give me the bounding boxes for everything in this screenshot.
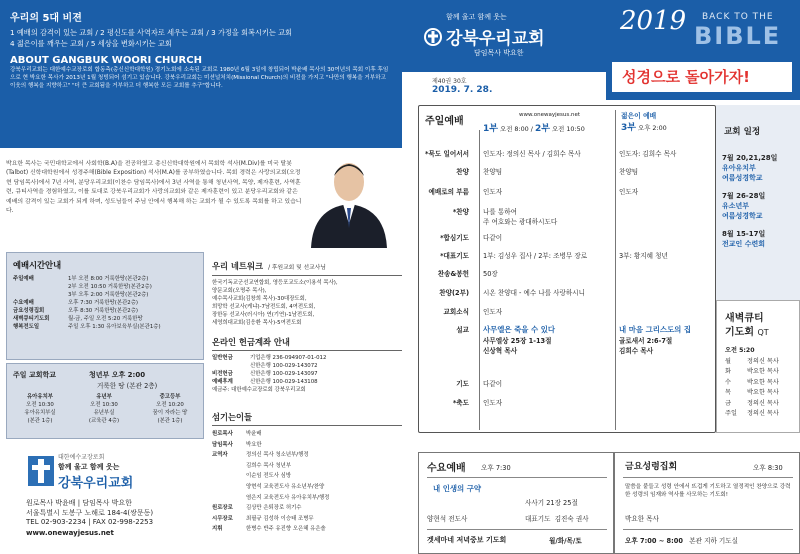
offering-account: 신한은행 100-029-143097 bbox=[250, 371, 318, 377]
vision-panel bbox=[0, 0, 402, 148]
dawn-qt-prayer bbox=[716, 300, 800, 433]
servants-title: 섬기는이들 bbox=[212, 412, 253, 422]
offering-account: 신한은행 100-029-143108 bbox=[250, 379, 318, 385]
dawn-leader: 정의신 목사 bbox=[747, 358, 779, 365]
order-label: *묵도 일어서서 bbox=[425, 150, 469, 158]
school-title: 주일 교회학교 bbox=[13, 371, 57, 379]
servant-role: 지휘 bbox=[212, 526, 223, 533]
servant-role: 시무장로 bbox=[212, 515, 233, 522]
dawn-leader: 박요한 목사 bbox=[747, 378, 779, 386]
offering-label: 일반헌금 bbox=[212, 355, 233, 361]
issue-number: 제40권 30호 bbox=[432, 78, 467, 85]
part1-label: 1부 bbox=[483, 124, 498, 134]
fri-title: 금요성령집회 bbox=[625, 462, 678, 472]
dawn-day: 주일 bbox=[725, 410, 737, 418]
dept-place: 꿈이 자라는 땅 bbox=[152, 410, 188, 416]
pastor-bio bbox=[0, 150, 402, 250]
network-box bbox=[212, 254, 402, 328]
header-pastor: 담임목사 박요한 bbox=[474, 49, 524, 57]
order-label: *축도 bbox=[452, 399, 469, 407]
header-bible: BIBLE bbox=[694, 22, 782, 50]
youth-sermon-title: 내 마음 그리스도의 집 bbox=[619, 325, 691, 334]
church-slogan: 함께 울고 함께 웃는 bbox=[58, 463, 120, 471]
wed-preacher: 양현석 전도사 bbox=[427, 515, 468, 523]
dept-name: 중고등부 bbox=[159, 394, 181, 400]
bulletin-header bbox=[402, 0, 800, 100]
servants-box bbox=[212, 411, 402, 551]
school-youth-place: 거룩한 땅 (본관 2층) bbox=[97, 382, 158, 390]
dept-place: 유년부실 bbox=[93, 410, 115, 416]
order-website[interactable]: www.onewayjesus.net bbox=[519, 112, 580, 118]
wt-value: 오후 8:30 거룩한땅(본관2층) bbox=[68, 308, 139, 314]
fri-desc: 말씀을 붙들고 성령 안에서 뜨겁게 기도하고 열정적인 찬양으로 강력한 성령의 임재와 역사를 사모하는 기도회! bbox=[625, 484, 791, 499]
order-label: *합심기도 bbox=[440, 234, 469, 242]
offering-label bbox=[212, 362, 250, 370]
servant-role: 원로장로 bbox=[212, 505, 233, 512]
wed-sermon-title: 내 인생의 구약 bbox=[433, 484, 481, 493]
cross-logo-icon bbox=[28, 456, 54, 486]
order-label: 기도 bbox=[456, 380, 469, 388]
dept-item bbox=[139, 393, 201, 425]
school-youth: 청년부 오후 2:00 bbox=[89, 371, 146, 379]
sermon-preacher: 신상혁 목사 bbox=[483, 347, 518, 355]
dept-item bbox=[11, 393, 69, 425]
header-church-name: 강북우리교회 bbox=[446, 29, 545, 49]
youth-sermon-preacher: 김희수 목사 bbox=[619, 347, 654, 355]
order-col1: 인도자 bbox=[483, 399, 503, 407]
network-row: 희망학 선교사(케냐)-7남전도회, 4여전도회, bbox=[212, 304, 316, 310]
vision-line-2: 4 젊은이를 깨우는 교회 / 5 세상을 변화시키는 교회 bbox=[10, 39, 172, 48]
dawn-day: 화 bbox=[725, 368, 731, 376]
dawn-qt: QT bbox=[757, 328, 769, 337]
dept-time: 오전 10:30 bbox=[26, 402, 54, 408]
wt-label: 주일예배 bbox=[13, 276, 34, 282]
dept-item bbox=[75, 393, 133, 425]
order-label: 설교 bbox=[456, 326, 469, 334]
part3-label: 3부 bbox=[621, 123, 636, 133]
dept-place: 유아유치부실 bbox=[24, 410, 56, 416]
order-col2: 찬양팀 bbox=[619, 168, 639, 176]
wed-prayer: 김진숙 권사 bbox=[554, 515, 589, 523]
offering-label: 예배후계 bbox=[212, 379, 233, 385]
header-slogan: 함께 울고 함께 웃는 bbox=[446, 13, 507, 21]
order-label: *찬양 bbox=[452, 208, 469, 216]
church-schedule bbox=[716, 105, 800, 325]
church-info bbox=[6, 442, 204, 552]
order-col1: 시온 찬양대 - 예수 나를 사랑하시니 bbox=[483, 289, 586, 297]
denomination: 대한예수교장로회 bbox=[58, 454, 105, 461]
sermon-title: 사무엘은 죽을 수 있다 bbox=[483, 325, 555, 334]
order-col1: 다같이 bbox=[483, 234, 503, 242]
school-box bbox=[6, 363, 204, 439]
church-line1: 원로목사 박윤배 | 담임목사 박요한 bbox=[26, 499, 132, 507]
wed-time: 오후 7:30 bbox=[481, 464, 511, 472]
network-row: 양문교회(오명주 목사), bbox=[212, 288, 267, 294]
dept-floor: (본관 1층) bbox=[27, 418, 53, 424]
order-col1: 50장 bbox=[483, 270, 498, 278]
wt-value: 3부 오후 2:00 거룩한땅(본관2층) bbox=[68, 292, 149, 298]
servant-names: 박요한 bbox=[246, 441, 262, 448]
wt-label: 새벽큐티기도회 bbox=[13, 316, 50, 322]
evening-prayer-days: 월/화/목/토 bbox=[549, 537, 582, 545]
servant-role bbox=[212, 461, 246, 472]
order-col1: 인도자: 정의신 목사 / 김희수 목사 bbox=[483, 150, 581, 158]
dept-floor: (본관 1층) bbox=[157, 418, 183, 424]
order-col1: 인도자 bbox=[483, 188, 503, 196]
servant-role bbox=[212, 482, 246, 493]
part1-time: 오전 8:00 bbox=[500, 125, 529, 133]
dawn-title1: 새벽큐티 bbox=[725, 313, 764, 324]
wt-value: 주일 오후 1:30 유아보육부실(본관1층) bbox=[68, 324, 161, 330]
schedule-desc: 유아유치부 bbox=[722, 164, 756, 172]
order-label: 찬송&봉헌 bbox=[437, 270, 469, 278]
part2-time: 오전 10:50 bbox=[551, 125, 585, 133]
servant-role bbox=[212, 493, 246, 504]
dept-name: 유년부 bbox=[96, 394, 112, 400]
servant-role: 교역자 bbox=[212, 452, 228, 459]
network-title: 우리 네트워크 bbox=[212, 261, 263, 271]
dawn-leader: 정의신 목사 bbox=[747, 410, 779, 418]
bulletin-date: 2019. 7. 28. bbox=[432, 85, 493, 95]
servant-role: 원로목사 bbox=[212, 431, 233, 437]
dawn-day: 목 bbox=[725, 389, 731, 397]
network-row: 장한동 선교사(러시아) 연(기연)-1남전도회, bbox=[212, 312, 315, 318]
wt-value: 2부 오전 10:50 거룩한땅(본관2층) bbox=[68, 284, 152, 290]
church-address: 서울특별시 도봉구 노해로 184-4(쌍문동) bbox=[26, 509, 154, 517]
offering-title: 온라인 헌금계좌 안내 bbox=[212, 337, 290, 347]
schedule-desc: 여름성경학교 bbox=[722, 212, 763, 220]
network-sub: / 후원교회 및 선교사님 bbox=[268, 265, 326, 271]
servant-names: 염은지 교육전도사 유아유치부/행정 bbox=[246, 494, 330, 501]
dept-time: 오전 10:20 bbox=[156, 402, 184, 408]
fri-leader: 박요한 목사 bbox=[625, 515, 659, 523]
schedule-date: 8월 15-17일 bbox=[722, 230, 766, 238]
dawn-leader: 박요한 목사 bbox=[747, 389, 779, 397]
evening-prayer-place: 본관 지하 기도실 bbox=[689, 537, 739, 545]
order-label: 교회소식 bbox=[443, 308, 469, 316]
wed-title: 수요예배 bbox=[427, 463, 466, 474]
order-label: 찬양(2부) bbox=[439, 289, 469, 297]
servant-role: 담임목사 bbox=[212, 441, 233, 448]
wt-value: 월-금, 주일 오전 5:20 거룩한땅 bbox=[68, 316, 143, 322]
youth-worship-label: 젊은이 예배 bbox=[621, 112, 657, 120]
fri-time: 오후 8:30 bbox=[753, 464, 783, 472]
wt-label: 금요성령집회 bbox=[13, 308, 45, 314]
worship-times-box bbox=[6, 252, 204, 360]
servant-names: 정의신 목사 청소년부/행정 bbox=[246, 452, 309, 459]
part2-label: 2부 bbox=[534, 124, 550, 134]
dawn-leader: 정의신 목사 bbox=[747, 399, 779, 407]
about-title: ABOUT GANGBUK WOORI CHURCH bbox=[10, 55, 202, 66]
order-col1: 인도자 bbox=[483, 308, 503, 316]
dept-name: 유아유치부 bbox=[26, 394, 54, 400]
order-col1: 1부: 김성우 집사 / 2부: 조병무 장로 bbox=[483, 252, 588, 260]
order-col1: 찬양팀 bbox=[483, 168, 503, 176]
wt-label: 행복전도일 bbox=[13, 324, 40, 330]
order-col2: 3부: 황지혜 청년 bbox=[619, 252, 668, 260]
wt-label bbox=[13, 291, 68, 299]
network-row: 세영희대교회(김응환 목사)-5여전도회 bbox=[212, 320, 302, 326]
schedule-desc: 전교인 수련회 bbox=[722, 240, 766, 248]
wt-value: 1부 오전 8:00 거룩한땅(본관2층) bbox=[68, 276, 149, 282]
church-phone: TEL 02-903-2234 | FAX 02-998-2253 bbox=[26, 518, 154, 526]
wednesday-worship bbox=[418, 452, 614, 554]
schedule-date: 7월 26-28일 bbox=[722, 192, 766, 200]
vision-line-1: 1 예배의 감격이 있는 교회 / 2 평신도를 사역자로 세우는 교회 / 3 가정을 회복시키는 교회 bbox=[10, 28, 292, 37]
servant-names: 한병수 반주 유진향 오은혜 유은솔 bbox=[246, 526, 326, 533]
church-website[interactable]: www.onewayjesus.net bbox=[26, 529, 114, 537]
friday-spirit-meeting bbox=[614, 452, 800, 554]
dawn-leader: 박요한 목사 bbox=[747, 368, 779, 376]
order-col2: 인도자: 김희수 목사 bbox=[619, 150, 677, 158]
header-year: 2019 bbox=[620, 6, 687, 36]
offering-box bbox=[212, 336, 402, 404]
servant-names: 김희수 목사 청년부 bbox=[246, 462, 292, 469]
wed-passage: 사사기 21장 25절 bbox=[525, 499, 578, 507]
schedule-date: 7월 20,21,28일 bbox=[722, 154, 778, 162]
network-row: 한국기독교군선교연합회, 영등포교도소(이용석 목사), bbox=[212, 280, 338, 286]
servant-names: 박윤배 bbox=[246, 431, 262, 437]
pastor-photo bbox=[303, 152, 395, 248]
servant-names: 이순임 전도사 심방 bbox=[246, 473, 292, 480]
wt-label bbox=[13, 283, 68, 291]
part3-time: 오후 2:00 bbox=[638, 124, 667, 132]
offering-label: 비전헌금 bbox=[212, 371, 233, 377]
order-of-worship: 주일예배 www.onewayjesus.net 1부 오전 8:00 / 2부 오전 10:50 젊은이 예배 3부 오후 2:00 *묵도 일어서서 인도자: 정의신 목사 / 김희수 목사 인도자: 김희수 목사 찬양 찬양팀 찬양팀 예배로의 부름 인도자 인도자 *찬양 나를 통하여 주 여호와는 광대하시도다 *합심기도 다같이 *대표기도 1부: 김성우 집사 / 2부: 조병무 장로 3부: 황지혜 청년 찬송&봉헌 50장 찬양(2부) 시온 찬양대 - 예수 나를 사랑하시니 교회소식 인도자 설교 사무엘은 죽을 수 있다 내 마음 그리스도의 집 사무엘상 25장 1-13절 골로새서 2:6-7절 신상혁 목사 김희수 목사 기도 다같이 *축도 인도자 bbox=[418, 105, 716, 433]
schedule-title: 교회 일정 bbox=[724, 127, 761, 137]
servant-role bbox=[212, 471, 246, 482]
servant-names: 최필규 김성하 이승태 조병무 bbox=[246, 515, 314, 522]
vision-title: 우리의 5대 비젼 bbox=[10, 13, 82, 24]
header-back-to: BACK TO THE bbox=[702, 12, 774, 22]
header-motto: 성경으로 돌아가자! bbox=[622, 68, 750, 86]
dept-floor: (교육관 4층) bbox=[88, 418, 120, 424]
order-label: 찬양 bbox=[456, 168, 469, 176]
logo-mark-icon bbox=[424, 28, 442, 46]
wed-prayer-label: 대표기도 bbox=[525, 515, 551, 523]
sermon-passage: 사무엘상 25장 1-13절 bbox=[483, 337, 552, 345]
order-col1-b: 주 여호와는 광대하시도다 bbox=[483, 218, 558, 226]
order-col2: 인도자 bbox=[619, 188, 639, 196]
about-text: 강북우리교회는 대한예수교장로회 합동측(총신신학대학원) 경기노회에 소속된 교회로 1980년 6월 3일에 창립되어 박윤배 목사의 30여년의 목회 이후 후임으로 현 박요한 목사가 2013년 1월 청빙되어 섬기고 있습니다. 강북우리교회는 미션널처치(Missional Church)의 비전을 가지고 "나만의 행복을 거부하고 이웃의 행복을 지향하고" "더 큰 교회됨을 거부하고 더 행복한 모든 교회를 추구"합니다. bbox=[10, 67, 389, 90]
order-label: *대표기도 bbox=[440, 252, 469, 260]
network-row: 예수목사교회(김창희 목사)-30대장도회, bbox=[212, 296, 307, 302]
servant-names: 양현석 교육전도사 유소년부/찬양 bbox=[246, 483, 325, 490]
offering-account: 신한은행 100-029-143072 bbox=[250, 363, 318, 369]
worship-times-title: 예배시간안내 bbox=[13, 260, 62, 270]
schedule-desc: 여름성경학교 bbox=[722, 174, 763, 182]
dawn-day: 금 bbox=[725, 399, 731, 407]
offering-account: 기업은행 236-094907-01-012 bbox=[250, 355, 327, 361]
youth-sermon-passage: 골로새서 2:6-7절 bbox=[619, 337, 673, 345]
evening-prayer-title: 겟세마네 저녁중보 기도회 bbox=[427, 536, 507, 544]
order-title: 주일예배 bbox=[425, 116, 464, 127]
bio-text: 박요한 목사는 국민대학교에서 사회학(B.A)을 전공하였고 총신신학대학원에서 목회학 석사(M.Div)를 미국 탈봇(Talbot) 신학대학원에서 성경주해(Bible Exposition) 석사(M.A)를 공부하였습니다. 목회 경력은 사랑의교회(오정현 담임목사)에서 7년 사역, 분당우리교회(이찬수 담임목사)에서 3년 사역을 통해 청년사역, 목양, 제자훈련, 사역훈련, 큐티사역을 경험하였고, 이를 토대로 강북우리교회가 사랑의교회와 같은 제자훈련이 있고 분당우리교회와 같은 예배의 감격이 있는 교회가 되게 하며, 성도님들이 주님 안에서 행복해 하는 교회가 될 수 있도록 목회를 하고 있습니다. bbox=[6, 161, 302, 215]
wt-label: 수요예배 bbox=[13, 300, 34, 306]
wt-value: 오후 7:30 거룩한땅(본관2층) bbox=[68, 300, 139, 306]
dawn-day: 월 bbox=[725, 358, 731, 365]
order-col1: 나를 통하여 bbox=[483, 208, 517, 216]
offering-holder: 예금주: 대한예수교장로회 강북우리교회 bbox=[212, 387, 306, 393]
servant-names: 김상만 은퇴장로 허기수 bbox=[246, 505, 302, 512]
schedule-desc: 유소년부 bbox=[722, 202, 750, 210]
dept-time: 오전 10:30 bbox=[90, 402, 118, 408]
order-col1: 다같이 bbox=[483, 380, 503, 388]
dawn-title2: 기도회 bbox=[725, 327, 754, 338]
church-name: 강북우리교회 bbox=[58, 476, 134, 491]
order-label: 예배로의 부름 bbox=[428, 188, 469, 196]
dawn-day: 수 bbox=[725, 378, 731, 386]
dawn-time: 오전 5:20 bbox=[725, 347, 755, 354]
evening-prayer-time: 오후 7:00 ~ 8:00 bbox=[625, 537, 683, 545]
